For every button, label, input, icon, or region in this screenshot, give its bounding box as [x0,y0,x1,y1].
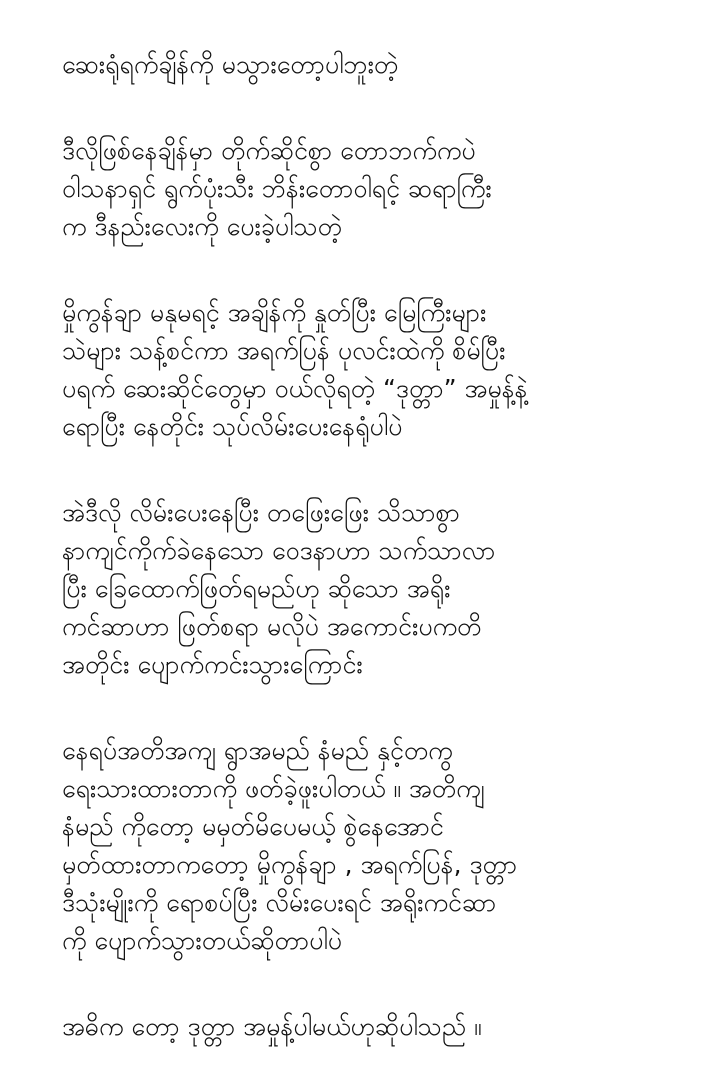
text-line: အတိုင်း ပျောက်ကင်းသွားကြောင်း [62,650,363,679]
text-line: က ဒီနည်းလေးကို ပေးခဲ့ပါသတဲ့ [62,212,343,241]
text-line: ပရက် ဆေးဆိုင်တွေမှာ ဝယ်လိုရတဲ့ “ဒုတ္တာ” အမှုန့်နဲ့ [62,374,528,403]
text-line: ကို ပျောက်သွားတယ်ဆိုတာပါပဲ [62,926,342,955]
paragraph-6 [62,1008,702,1046]
text-line: အဲဒီလို လိမ်းပေးနေပြီး တဖြေးဖြေး သိသာစွာ [62,498,460,527]
paragraph-3 [62,294,702,446]
paragraph-5 [62,732,702,960]
text-line: ဆေးရုံရက်ချိန်ကို မသွားတော့ပါဘူးတဲ့ [62,50,399,79]
text-line: နံမည် ကိုတော့ မမှတ်မိပေမယ့် စွဲနေအောင် [62,812,444,841]
text-line: ရောပြီး နေတိုင်း သုပ်လိမ်းပေးနေရုံပါပဲ [62,412,403,441]
text-line: ဒီလိုဖြစ်နေချိန်မှာ တိုက်ဆိုင်စွာ တောဘက်ကပဲ [62,136,476,165]
document-body [62,46,702,1046]
text-line: ရေးသားထားတာကို ဖတ်ခဲ့ဖူးပါတယ် ။ အတိကျ [62,774,485,803]
text-line: ပြီး ခြေထောက်ဖြတ်ရမည်ဟု ဆိုသော အရိုး [62,574,451,603]
text-line: မှတ်ထားတာကတော့ မှိုကွန်ချာ , အရက်ပြန်, ဒုတ္တာ [62,850,518,879]
text-line: နေရပ်အတိအကျ ရွာအမည် နံမည် နှင့်တကွ [62,736,453,765]
text-line: ဒီသုံးမျိုးကို ရောစပ်ပြီး လိမ်းပေးရင် အရိုးကင်ဆာ [62,888,497,917]
paragraph-4 [62,494,702,684]
text-line: အဓိက တော့ ဒုတ္တာ အမှုန့်ပါမယ်ဟုဆိုပါသည် ။ [62,1012,482,1041]
paragraph-2 [62,132,702,246]
text-line: ကင်ဆာဟာ ဖြတ်စရာ မလိုပဲ အကောင်းပကတိ [62,612,482,641]
text-line: ဝါသနာရှင် ရွက်ပုံးသီး ဘိန်းတောဝါရင့် ဆရာကြီး [62,174,492,203]
text-line: သဲများ သန့်စင်ကာ အရက်ပြန် ပုလင်းထဲကို စိမ်ပြီး [62,336,506,365]
text-line: နာကျင်ကိုက်ခဲနေသော ဝေဒနာဟာ သက်သာလာ [62,536,496,565]
text-line: မှိုကွန်ချာ မနုမရင့် အချိန်ကို နှုတ်ပြီး မြေကြီးများ [62,298,487,327]
paragraph-1 [62,46,702,84]
